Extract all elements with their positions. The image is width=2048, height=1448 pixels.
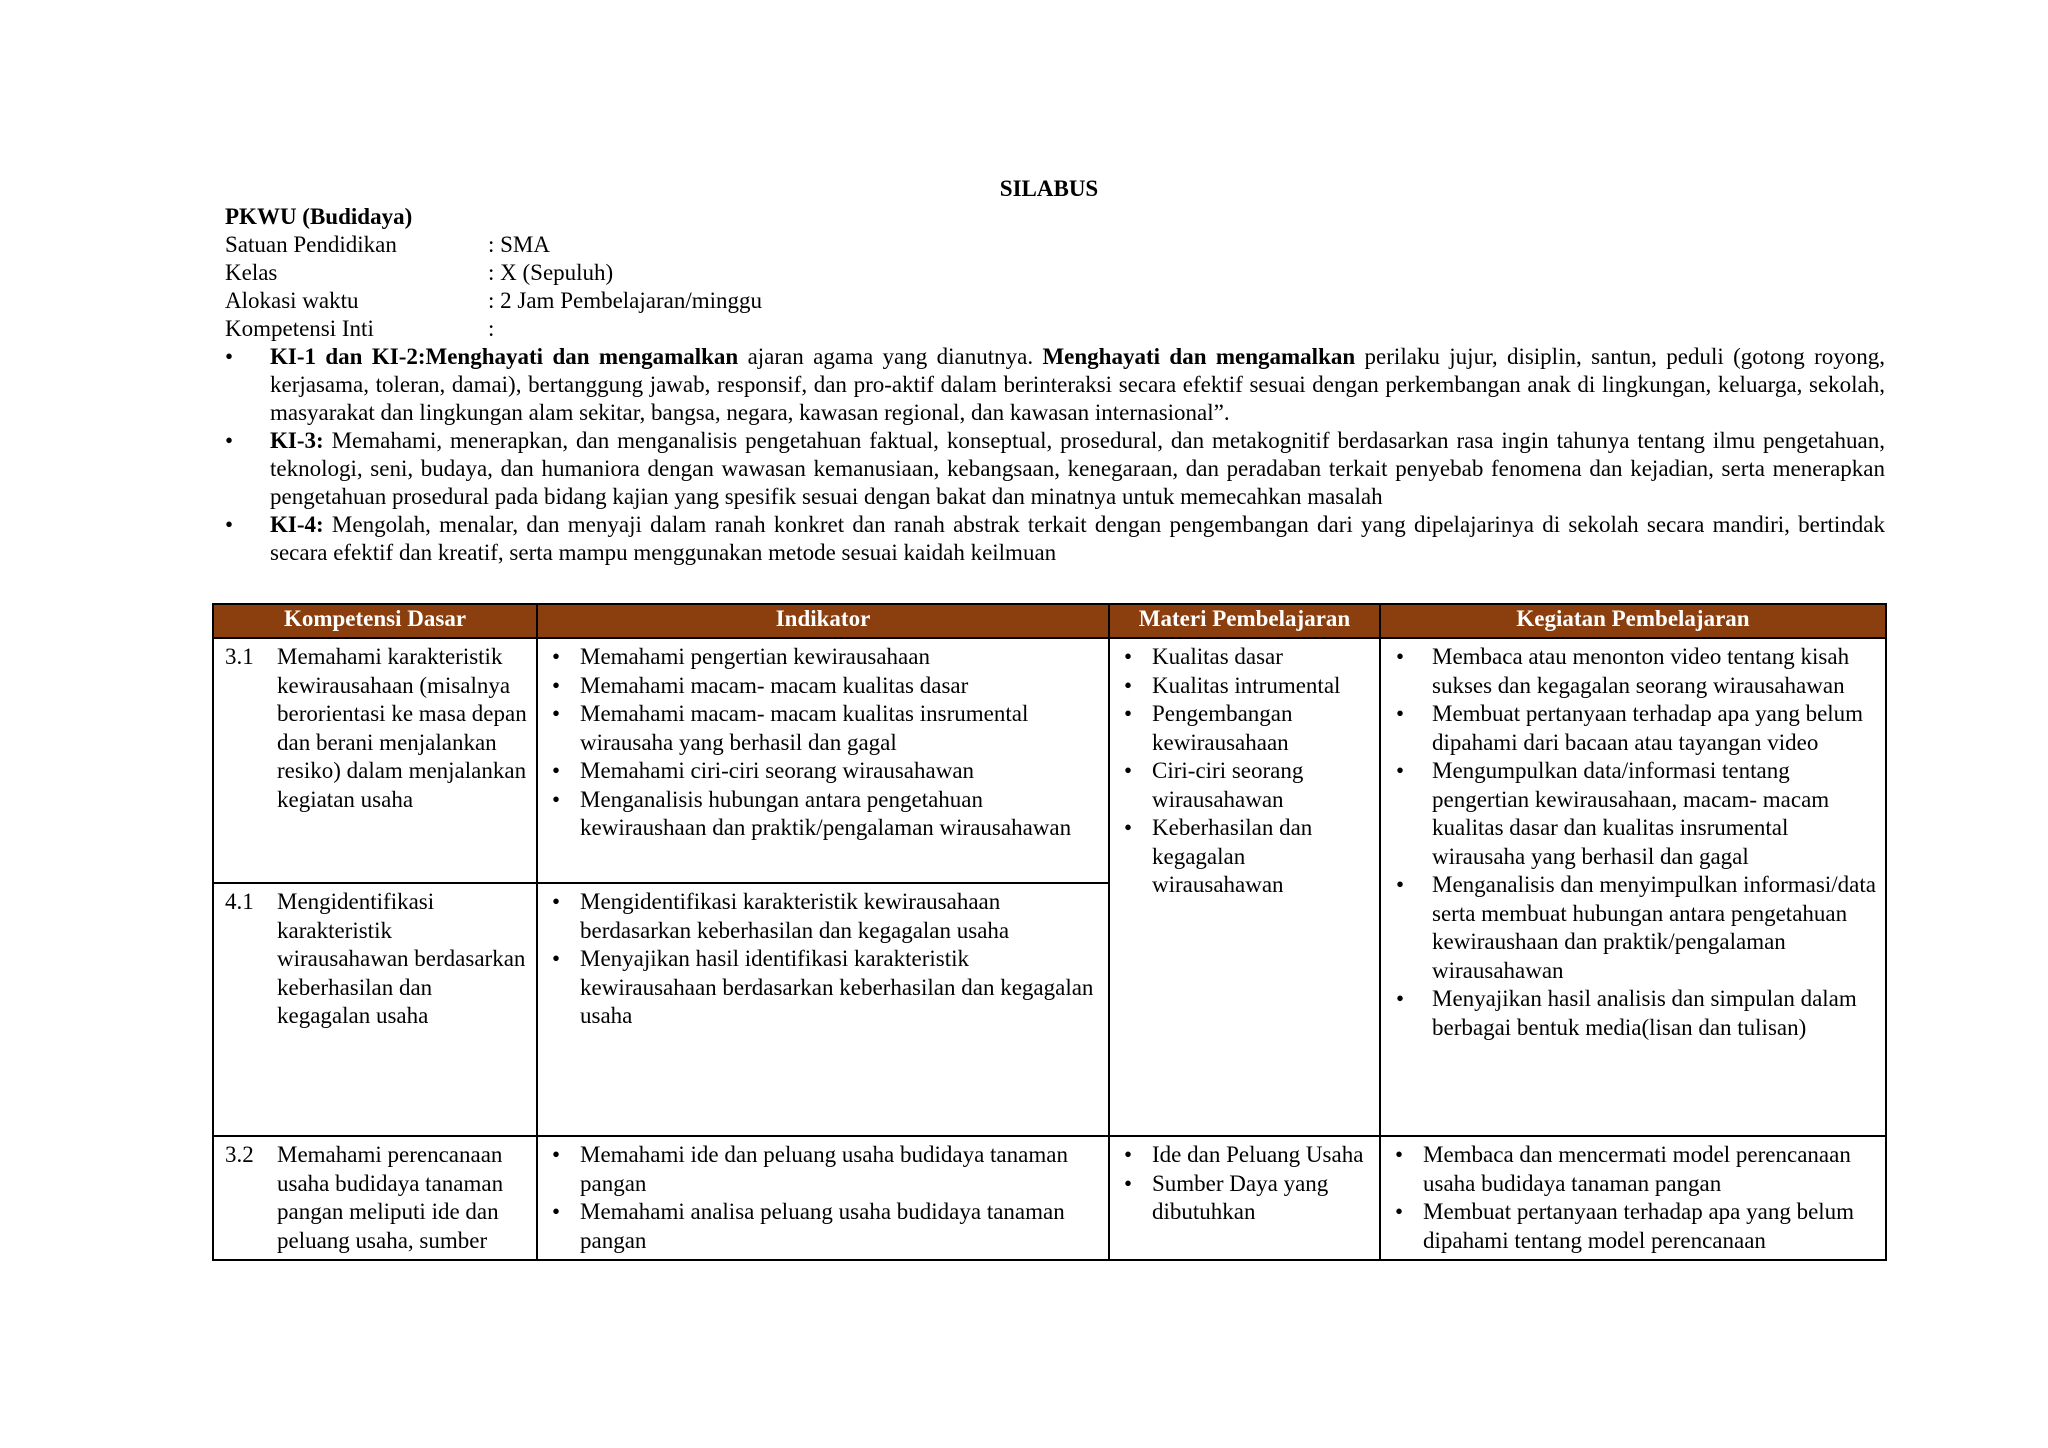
meta-row-ki xyxy=(225,315,1885,343)
table-row xyxy=(213,638,1886,883)
meta-value: : X (Sepuluh) xyxy=(488,260,614,285)
list-item: • Memahami macam- macam kualitas dasar xyxy=(549,672,1099,701)
list-item: • Memahami ide dan peluang usaha budidaya tanaman pangan xyxy=(549,1141,1099,1198)
meta-value: : 2 Jam Pembelajaran/minggu xyxy=(488,288,763,313)
kegiatan-cell xyxy=(1380,638,1886,1136)
meta-label: Kompetensi Inti xyxy=(225,316,374,341)
kd-text: Memahami perencanaan usaha budidaya tanaman pangan meliputi ide dan peluang usaha, sumber xyxy=(277,1142,504,1253)
indikator-cell xyxy=(537,883,1109,1136)
kd-number: 3.1 xyxy=(225,644,254,669)
list-item: • Memahami analisa peluang usaha budidaya tanaman pangan xyxy=(549,1198,1099,1255)
meta-row-alokasi xyxy=(225,287,1885,315)
ki-text: perilaku jujur, disiplin, santun, peduli (gotong royong, kerjasama, toleran, damai), bertanggung jawab, responsif, dan pro-aktif dalam berinteraksi secara efektif sesuai dengan perkembangan anak di lingkungan, keluarga, sekolah, masyarakat dan lingkungan alam sekitar, bangsa, negara, kawasan regional, dan kawasan internasional”. xyxy=(270,344,1885,425)
kegiatan-cell xyxy=(1380,1136,1886,1260)
ki-3-item xyxy=(225,427,1885,511)
list-item: • Menganalisis dan menyimpulkan informasi/data serta membuat hubungan antara pengetahuan kewiraushaan dan praktik/pengalaman wirausahawan xyxy=(1392,871,1876,985)
header-block xyxy=(225,203,1885,567)
list-item: • Membuat pertanyaan terhadap apa yang belum dipahami dari bacaan atau tayangan video xyxy=(1392,700,1876,757)
kd-number: 4.1 xyxy=(225,889,254,914)
list-item: • Memahami macam- macam kualitas insrumental wirausaha yang berhasil dan gagal xyxy=(549,700,1099,757)
ki-label: KI-1 dan KI-2:Menghayati dan mengamalkan xyxy=(270,344,739,369)
list-item: • Menganalisis hubungan antara pengetahuan kewiraushaan dan praktik/pengalaman wirausahawan xyxy=(549,786,1099,843)
materi-cell xyxy=(1109,1136,1380,1260)
list-item: • Ide dan Peluang Usaha xyxy=(1121,1141,1370,1170)
ki-text: ajaran agama yang dianutnya. xyxy=(738,344,1043,369)
list-item: • Sumber Daya yang dibutuhkan xyxy=(1121,1170,1370,1227)
meta-label: Satuan Pendidikan xyxy=(225,232,397,257)
list-item: • Membuat pertanyaan terhadap apa yang belum dipahami tentang model perencanaan xyxy=(1392,1198,1876,1255)
list-item: • Membaca atau menonton video tentang kisah sukses dan kegagalan seorang wirausahawan xyxy=(1392,643,1876,700)
list-item: • Kualitas dasar xyxy=(1121,643,1370,672)
header-kegiatan: Kegiatan Pembelajaran xyxy=(1380,604,1886,638)
meta-row-satuan xyxy=(225,231,1885,259)
list-item: • Keberhasilan dan kegagalan wirausahawan xyxy=(1121,814,1370,900)
list-item: • Pengembangan kewirausahaan xyxy=(1121,700,1370,757)
kd-text: Mengidentifikasi karakteristik wirausahawan berdasarkan keberhasilan dan kegagalan usaha xyxy=(277,889,526,1028)
indikator-cell xyxy=(537,1136,1109,1260)
syllabus-table xyxy=(212,603,1887,1261)
table-row xyxy=(213,1136,1886,1260)
meta-value: : xyxy=(488,316,495,341)
kd-cell xyxy=(213,1136,537,1260)
list-item: • Menyajikan hasil analisis dan simpulan dalam berbagai bentuk media(lisan dan tulisan) xyxy=(1392,985,1876,1042)
meta-value: : SMA xyxy=(488,232,550,257)
meta-label: Alokasi waktu xyxy=(225,288,359,313)
ki-label: KI-3: xyxy=(270,428,324,453)
kd-number: 3.2 xyxy=(225,1142,254,1167)
list-item: • Memahami ciri-ciri seorang wirausahawan xyxy=(549,757,1099,786)
ki-label: KI-4: xyxy=(270,512,324,537)
header-kompetensi-dasar: Kompetensi Dasar xyxy=(213,604,537,638)
list-item: • Menyajikan hasil identifikasi karakteristik kewirausahaan berdasarkan keberhasilan dan kegagalan usaha xyxy=(549,945,1099,1031)
kd-text: Memahami karakteristik kewirausahaan (misalnya berorientasi ke masa depan dan berani menjalankan resiko) dalam menjalankan kegiatan usaha xyxy=(277,644,527,812)
ki-text: Memahami, menerapkan, dan menganalisis pengetahuan faktual, konseptual, prosedural, dan metakognitif berdasarkan rasa ingin tahunya tentang ilmu pengetahuan, teknologi, seni, budaya, dan humaniora dengan wawasan kemanusiaan, kebangsaan, kenegaraan, dan peradaban terkait penyebab fenomena dan kejadian, serta menerapkan pengetahuan prosedural pada bidang kajian yang spesifik sesuai dengan bakat dan minatnya untuk memecahkan masalah xyxy=(270,428,1885,509)
list-item: • Mengidentifikasi karakteristik kewirausahaan berdasarkan keberhasilan dan kegagalan usaha xyxy=(549,888,1099,945)
ki-4-item xyxy=(225,511,1885,567)
meta-label: Kelas xyxy=(225,260,278,285)
table-header-row xyxy=(213,604,1886,638)
list-item: • Mengumpulkan data/informasi tentang pengertian kewirausahaan, macam- macam kualitas dasar dan kualitas insrumental wirausaha yang berhasil dan gagal xyxy=(1392,757,1876,871)
materi-cell xyxy=(1109,638,1380,1136)
kompetensi-inti-list xyxy=(225,343,1885,567)
subject-title: PKWU (Budidaya) xyxy=(225,204,413,229)
kd-cell xyxy=(213,883,537,1136)
header-materi: Materi Pembelajaran xyxy=(1109,604,1380,638)
ki-1-2-item xyxy=(225,343,1885,427)
indikator-cell xyxy=(537,638,1109,883)
ki-emphasis: Menghayati dan mengamalkan xyxy=(1042,344,1356,369)
kd-cell xyxy=(213,638,537,883)
list-item: • Memahami pengertian kewirausahaan xyxy=(549,643,1099,672)
list-item: • Membaca dan mencermati model perencanaan usaha budidaya tanaman pangan xyxy=(1392,1141,1876,1198)
meta-row-kelas xyxy=(225,259,1885,287)
list-item: • Ciri-ciri seorang wirausahawan xyxy=(1121,757,1370,814)
document-title: SILABUS xyxy=(999,176,1099,201)
header-indikator: Indikator xyxy=(537,604,1109,638)
ki-text: Mengolah, menalar, dan menyaji dalam ranah konkret dan ranah abstrak terkait dengan pengembangan dari yang dipelajarinya di sekolah secara mandiri, bertindak secara efektif dan kreatif, serta mampu menggunakan metode sesuai kaidah keilmuan xyxy=(270,512,1885,565)
list-item: • Kualitas intrumental xyxy=(1121,672,1370,701)
